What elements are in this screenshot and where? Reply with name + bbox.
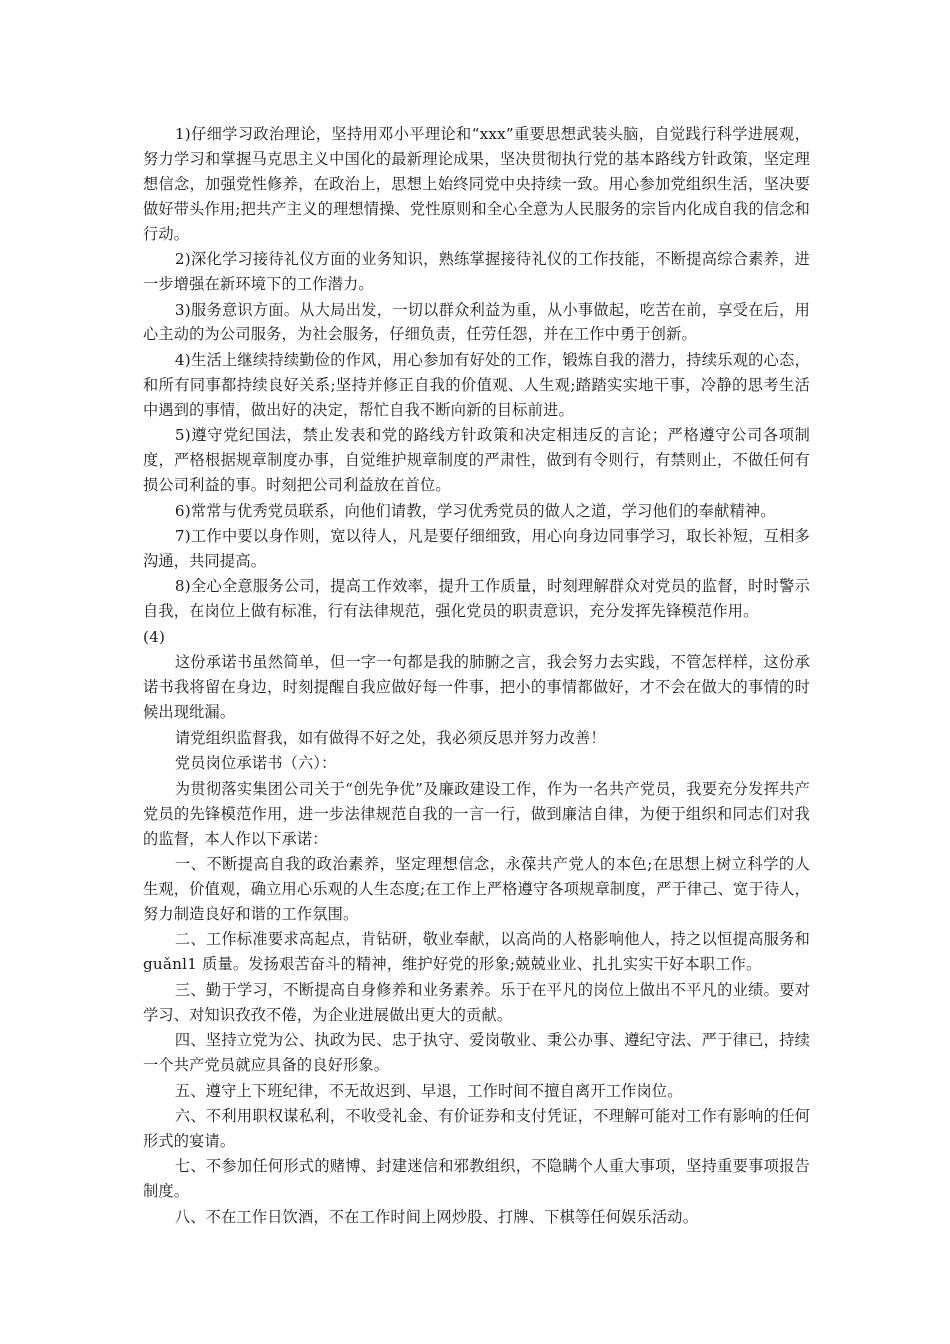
paragraph-etiquette: 2)深化学习接待礼仪方面的业务知识，熟练掌握接待礼仪的工作技能，不断提高综合素养，进一步增强在新环境下的工作潜力。 [143,250,810,294]
paragraph-supervision-request: 请党组织监督我，如有做得不好之处，我必须反思并努力改善！ [174,728,606,747]
paragraph-service-awareness: 3)服务意识方面。从大局出发，一切以群众利益为重，从小事做起，吃苦在前，享受在后，用心主动的为公司服务，为社会服务，仔细负责，任劳任怨，并在工作中勇于创新。 [143,300,810,344]
paragraph-life-style: 4)生活上继续持续勤俭的作风，用心参加有好处的工作，锻炼自我的潜力，持续乐观的心态，和所有同事都持续良好关系;坚持并修正自我的价值观、人生观;踏踏实实地干事，冷静的思考生活中遇到的事情，做出好的决定，帮忙自我不断向新的目标前进。 [143,350,810,419]
paragraph-commitment-note: 这份承诺书虽然简单，但一字一句都是我的肺腑之言，我会努力去实践，不管怎样样，这份承诺书我将留在身边，时刻提醒自我应做好每一件事，把小的事情都做好，才不会在做大的事情的时候出现纰漏。 [143,653,810,722]
paragraph-discipline: 5)遵守党纪国法，禁止发表和党的路线方针政策和决定相违反的言论；严格遵守公司各项制度，严格根据规章制度办事，自觉维护规章制度的严肃性，做到有令则行，有禁则止，不做任何有损公司利益的事。时刻把公司利益放在首位。 [143,426,810,495]
section-heading: 党员岗位承诺书（六）： [174,754,337,773]
paragraph-intro: 为贯彻落实集团公司关于“创先争优”及廉政建设工作，作为一名共产党员，我要充分发挥共产党员的先锋模范作用，进一步法律规范自我的一言一行，做到廉洁自律，为便于组织和同志们对我的监督，本人作以下承诺： [143,779,810,848]
pledge-item-2: 二、工作标准要求高起点，肯钻研，敬业奉献，以高尚的人格影响他人，持之以恒提高服务和 guǎnl1 质量。发扬艰苦奋斗的精神，维护好党的形象;兢兢业业、扎扎实实干好本职工作。 [143,930,810,974]
pledge-item-1: 一、不断提高自我的政治素养，坚定理想信念，永葆共产党人的本色;在思想上树立科学的人生观，价值观，确立用心乐观的人生态度;在工作上严格遵守各项规章制度，严于律己、宽于待人，努力制造良好和谐的工作氛围。 [143,855,810,923]
paragraph-lead-by-example: 7)工作中要以身作则，宽以待人，凡是要仔细细致，用心向身边同事学习，取长补短，互相多沟通，共同提高。 [143,527,810,570]
pledge-item-8: 八、不在工作日饮酒，不在工作时间上网炒股、打牌、下棋等任何娱乐活动。 [174,1207,699,1226]
document-body [143,122,810,1230]
pledge-item-3: 三、勤于学习，不断提高自身修养和业务素养。乐于在平凡的岗位上做出不平凡的业绩。要对学习、对知识孜孜不倦，为企业进展做出更大的贡献。 [143,980,810,1024]
pledge-item-4: 四、坚持立党为公、执政为民、忠于执守、爱岗敬业、秉公办事、遵纪守法、严于律已，持续一个共产党员就应具备的良好形象。 [143,1031,810,1075]
pledge-item-5: 五、遵守上下班纪律，不无故迟到、早退，工作时间不擅自离开工作岗位。 [174,1081,683,1100]
paragraph-contact-members: 6)常常与优秀党员联系，向他们请教，学习优秀党员的做人之道，学习他们的奉献精神。 [174,501,776,520]
paragraph-serve-company: 8)全心全意服务公司，提高工作效率，提升工作质量，时刻理解群众对党员的监督，时时警示自我，在岗位上做有标准，行有法律规范，强化党员的职责意识，充分发挥先锋模范作用。 [143,577,810,621]
pledge-item-6: 六、不利用职权谋私利，不收受礼金、有价证券和支付凭证，不理解可能对工作有影响的任何形式的宴请。 [143,1107,810,1150]
pledge-item-7: 七、不参加任何形式的赌博、封建迷信和邪教组织，不隐瞒个人重大事项，坚持重要事项报告制度。 [143,1157,810,1201]
paragraph-study-theory: 1)仔细学习政治理论，坚持用邓小平理论和“xxx”重要思想武装头脑，自觉践行科学进展观，努力学习和掌握马克思主义中国化的最新理论成果，坚决贯彻执行党的基本路线方针政策，坚定理想信念，加强党性修养，在政治上，思想上始终同党中央持续一致。用心参加党组织生活，坚决要做好带头作用;把共产主义的理想情操、党性原则和全心全意为人民服务的宗旨内化成自我的信念和行动。 [143,125,810,243]
section-marker: (4) [143,627,166,646]
